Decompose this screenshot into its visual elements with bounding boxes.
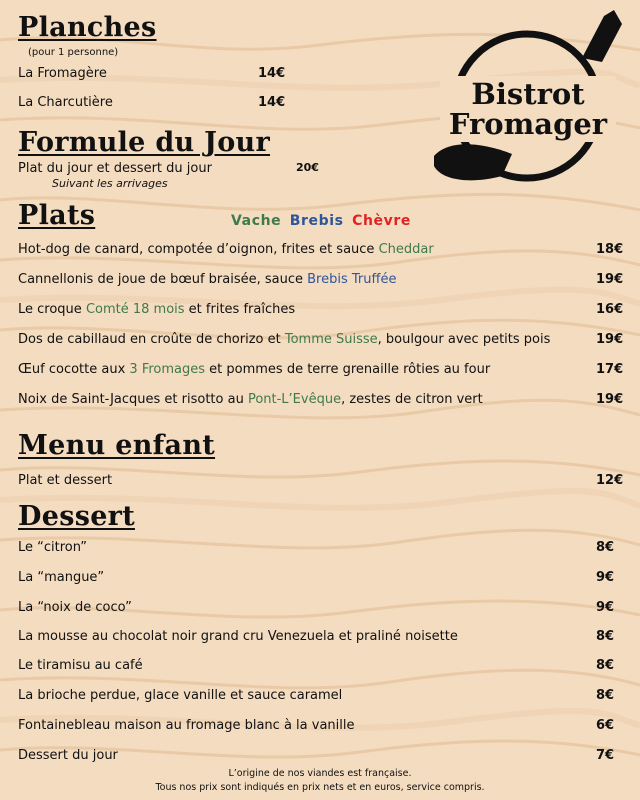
dessert-item-name: Le “citron” (18, 540, 88, 555)
bistrot-fromager-logo (432, 6, 632, 192)
cheese-name: Tomme Suisse (284, 332, 378, 347)
formule-price: 20€ (296, 161, 319, 174)
formule-note: Suivant les arrivages (52, 177, 168, 190)
dessert-item-name: Le tiramisu au café (18, 658, 143, 673)
legend-chevre: Chèvre (352, 213, 411, 229)
footer-origin: L’origine de nos viandes est française. (228, 768, 412, 779)
dessert-item-name: La brioche perdue, glace vanille et sauce caramel (18, 688, 343, 703)
formule-title: Formule du Jour (18, 127, 271, 158)
cheese-name: Comté 18 mois (85, 302, 185, 317)
plat-item-price: 18€ (596, 242, 624, 257)
legend-vache: Vache (231, 213, 282, 229)
enfant-price: 12€ (596, 473, 624, 488)
dessert-item-price: 8€ (596, 688, 615, 703)
dessert-item-price: 8€ (596, 658, 615, 673)
dessert-item-price: 9€ (596, 570, 615, 585)
dessert-item-price: 6€ (596, 718, 615, 733)
cheese-legend (231, 213, 411, 229)
dessert-item-name: La mousse au chocolat noir grand cru Venezuela et praliné noisette (18, 629, 458, 644)
planches-subtitle: (pour 1 personne) (28, 47, 119, 58)
cheese-name: Cheddar (378, 242, 434, 257)
plat-item-name: Cannellonis de joue de bœuf braisée, sauce Brebis Truffée (18, 272, 397, 287)
plat-item-name: Dos de cabillaud en croûte de chorizo et Tomme Suisse, boulgour avec petits pois (18, 332, 551, 347)
dessert-item-name: Fontainebleau maison au fromage blanc à la vanille (18, 718, 355, 733)
cheese-name: 3 Fromages (129, 362, 206, 377)
dessert-item-name: Dessert du jour (18, 748, 118, 763)
plat-item-name: Hot-dog de canard, compotée d’oignon, frites et sauce Cheddar (18, 242, 434, 257)
plat-item-name: Œuf cocotte aux 3 Fromages et pommes de terre grenaille rôties au four (18, 362, 491, 377)
logo-line2: Fromager (448, 107, 608, 141)
plat-item-price: 19€ (596, 332, 624, 347)
planche-item-name: La Fromagère (18, 66, 107, 81)
plat-item-name: Le croque Comté 18 mois et frites fraîches (18, 302, 296, 317)
plats-title: Plats (18, 200, 96, 231)
plat-item-price: 19€ (596, 392, 624, 407)
enfant-title: Menu enfant (18, 430, 216, 461)
formule-item: Plat du jour et dessert du jour (18, 161, 212, 176)
dessert-title: Dessert (18, 501, 135, 532)
plat-item-price: 16€ (596, 302, 624, 317)
logo-line1: Bistrot (471, 77, 585, 111)
dessert-item-price: 8€ (596, 540, 615, 555)
plat-item-name: Noix de Saint-Jacques et risotto au Pont-L’Evêque, zestes de citron vert (18, 392, 483, 407)
planche-item-name: La Charcutière (18, 95, 113, 110)
enfant-item: Plat et dessert (18, 473, 113, 488)
dessert-item-name: La “mangue” (18, 570, 105, 585)
plat-item-price: 19€ (596, 272, 624, 287)
dessert-item-name: La “noix de coco” (18, 600, 132, 615)
planches-title: Planches (18, 12, 157, 43)
cheese-name: Brebis Truffée (307, 272, 397, 287)
legend-brebis: Brebis (289, 213, 344, 229)
dessert-item-price: 9€ (596, 600, 615, 615)
footer-prices: Tous nos prix sont indiqués en prix nets et en euros, service compris. (155, 782, 485, 793)
planche-item-price: 14€ (258, 95, 286, 110)
dessert-item-price: 7€ (596, 748, 615, 763)
dessert-item-price: 8€ (596, 629, 615, 644)
cheese-name: Pont-L’Evêque (247, 392, 342, 407)
plat-item-price: 17€ (596, 362, 624, 377)
planche-item-price: 14€ (258, 66, 286, 81)
